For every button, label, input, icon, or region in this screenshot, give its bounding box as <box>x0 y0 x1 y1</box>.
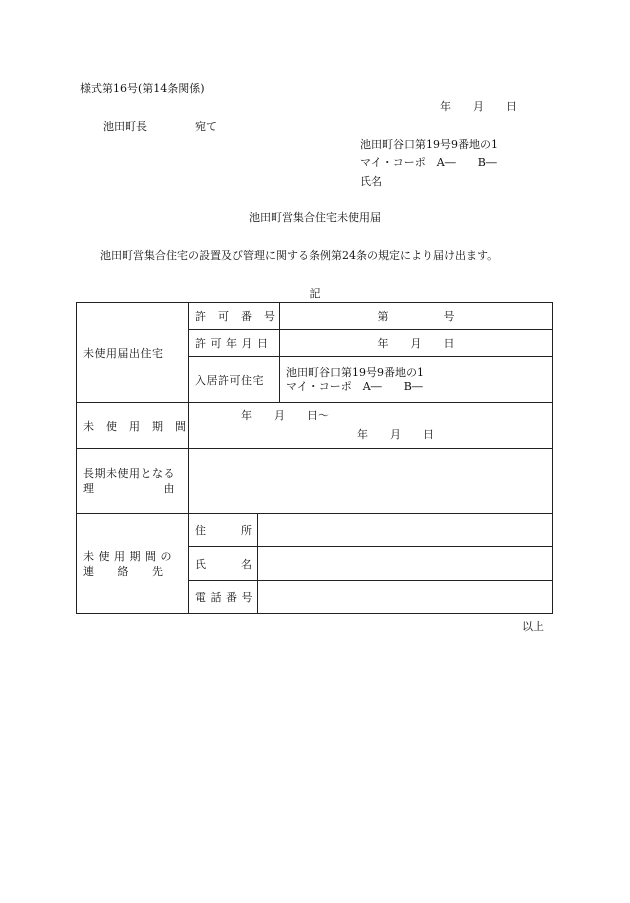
residence-value-line2: マイ・コーポ A― B― <box>286 379 423 393</box>
intro-text: 池田町営集合住宅の設置及び管理に関する条例第24条の規定により届け出ます。 <box>100 249 499 262</box>
table-row <box>77 303 553 330</box>
residence-value-cell[interactable] <box>280 357 553 403</box>
reason-label-cell <box>77 449 189 514</box>
permit-number-label-cell: 許 可 番 号 <box>189 303 280 330</box>
reason-value-cell[interactable] <box>189 449 553 514</box>
form-number: 様式第16号(第14条関係) <box>80 82 205 95</box>
addressee-suffix: 宛て <box>195 120 217 133</box>
applicant-address-line1: 池田町谷口第19号9番地の1 <box>360 138 498 151</box>
reason-label-line1: 長期未使用となる <box>83 467 175 480</box>
notification-table <box>76 302 553 614</box>
table-row <box>77 403 553 449</box>
closing-mark: 以上 <box>522 620 544 633</box>
table-row <box>77 449 553 514</box>
ki-heading: 記 <box>309 287 321 300</box>
period-value-cell[interactable] <box>189 403 553 449</box>
addressee: 池田町長 <box>103 120 147 133</box>
contact-name-label-cell: 氏 名 <box>189 547 258 581</box>
period-from: 年 月 日～ <box>241 409 329 422</box>
document-title: 池田町営集合住宅未使用届 <box>249 211 381 224</box>
contact-label-cell <box>77 514 189 614</box>
period-label-cell: 未 使 用 期 間 <box>77 403 189 449</box>
contact-address-label-cell: 住 所 <box>189 514 258 547</box>
reason-label-line2: 理 由 <box>83 482 175 495</box>
residence-value-line1: 池田町谷口第19号9番地の1 <box>286 365 424 379</box>
permit-date-value[interactable]: 年 月 日 <box>280 330 553 357</box>
date-line: 年 月 日 <box>440 100 517 113</box>
contact-address-value[interactable] <box>258 514 553 547</box>
table-row <box>77 514 553 547</box>
applicant-name-label: 氏名 <box>360 175 382 188</box>
permit-date-label-cell: 許 可 年 月 日 <box>189 330 280 357</box>
applicant-address-line2: マイ・コーポ A― B― <box>360 156 497 169</box>
permit-number-value[interactable]: 第 号 <box>280 303 553 330</box>
contact-name-value[interactable] <box>258 547 553 581</box>
contact-phone-value[interactable] <box>258 581 553 614</box>
residence-label-cell: 入居許可住宅 <box>189 357 280 403</box>
period-to: 年 月 日 <box>357 428 434 441</box>
contact-phone-label-cell: 電 話 番 号 <box>189 581 258 614</box>
contact-label-line1: 未 使 用 期 間 の <box>83 549 172 563</box>
section-unused-residence-label: 未使用届出住宅 <box>77 303 189 403</box>
contact-label-line2: 連 絡 先 <box>83 564 164 578</box>
